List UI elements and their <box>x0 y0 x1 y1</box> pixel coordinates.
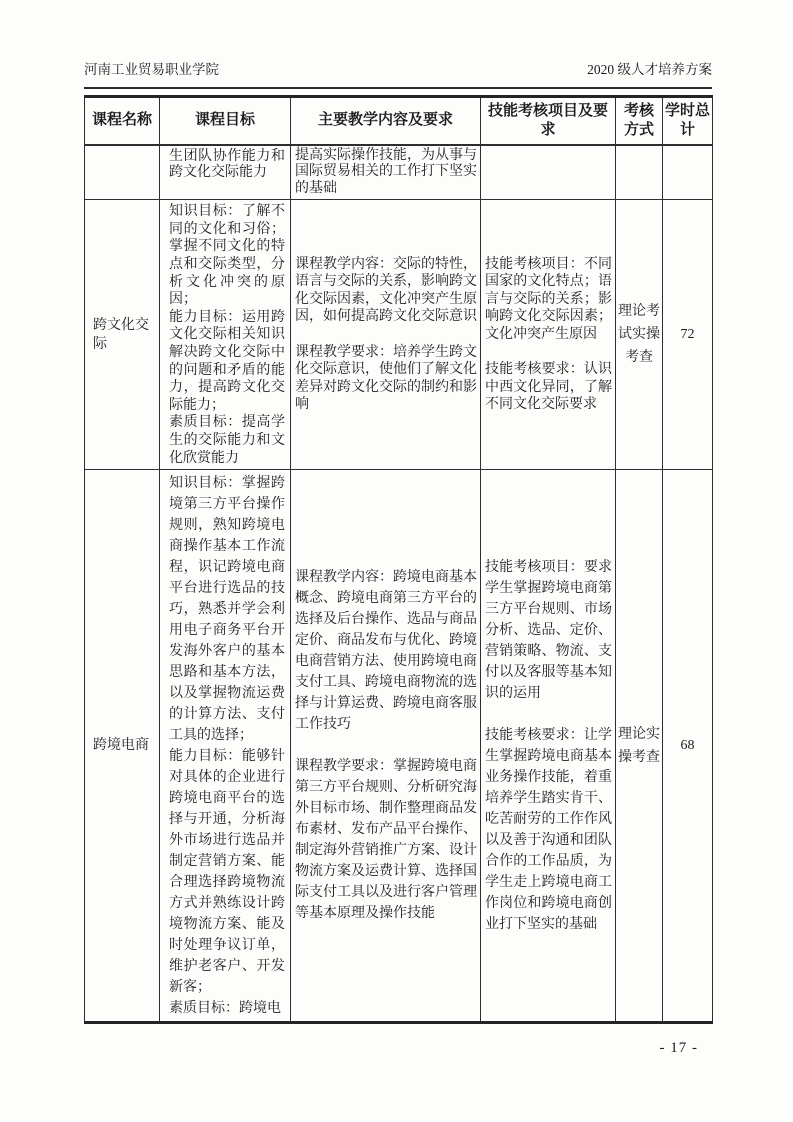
assessment-cell <box>481 145 616 200</box>
course-name-cell: 跨文化交际 <box>85 200 160 470</box>
table-row-continuation <box>85 145 713 200</box>
content-paragraph: 课程教学要求：掌握跨境电商第三方平台规则、分析研究海外目标市场、制作整理商品发布素材、发布产品平台操作、制定海外营销推广方案、设计物流方案及运费计算、选择国际支付工具以及进行客户管理等基本原理及操作技能 <box>295 759 477 922</box>
course-name-cell: 跨境电商 <box>85 470 160 1023</box>
hours-cell <box>663 145 713 200</box>
objective-paragraph: 素质目标：提高学生的交际能力和文化欣赏能力 <box>169 415 285 466</box>
assessment-cell <box>481 200 616 470</box>
header-plan-title: 2020 级人才培养方案 <box>587 62 712 77</box>
course-table <box>84 95 713 1024</box>
teaching-content-cell <box>291 200 481 470</box>
objectives-cell <box>160 200 291 470</box>
content-paragraph: 课程教学内容：交际的特性，语言与交际的关系，影响跨文化交际因素，文化冲突产生原因，如何提高跨文化交际意识 <box>295 256 477 325</box>
objective-paragraph: 能力目标：运用跨文化交际相关知识解决跨文化交际中的问题和矛盾的能力，提高跨文化交际能力； <box>169 309 285 413</box>
objective-paragraph: 知识目标：了解不同的文化和习俗；掌握不同文化的特点和交际类型，分析文化冲突的原因； <box>169 204 285 308</box>
assessment-paragraph: 技能考核项目：不同国家的文化特点；语言与交际的关系；影响跨文化交际因素；文化冲突产生原因 <box>485 256 612 342</box>
objective-paragraph: 生团队协作能力和跨文化交际能力 <box>169 148 285 181</box>
objective-paragraph: 素质目标：跨境电 <box>169 1001 281 1017</box>
table-header-row <box>85 97 713 145</box>
column-header-content: 主要教学内容及要求 <box>291 97 481 145</box>
column-header-hours: 学时总计 <box>663 97 713 145</box>
page-number: - 17 - <box>659 1040 698 1057</box>
content-paragraph: 课程教学要求：培养学生跨文化交际意识，使他们了解文化差异对跨文化交际的制约和影响 <box>295 344 477 413</box>
header-school-name: 河南工业贸易职业学院 <box>84 62 219 77</box>
objective-paragraph: 知识目标：掌握跨境第三方平台操作规则，熟知跨境电商操作基本工作流程，识记跨境电商平台进行选品的技巧，熟悉并学会利用电子商务平台开发海外客户的基本思路和基本方法，以及掌握物流运费的计算方法、支付工具的选择； <box>169 476 285 744</box>
method-cell: 理论实操考查 <box>616 470 663 1023</box>
page-footer <box>84 1040 712 1057</box>
assessment-paragraph: 技能考核要求：认识中西文化异同，了解不同文化交际要求 <box>485 362 612 413</box>
objectives-cell <box>160 470 291 1023</box>
header-rule <box>84 87 712 89</box>
method-cell <box>616 145 663 200</box>
objective-paragraph: 能力目标：能够针对具体的企业进行跨境电商平台的选择与开通，分析海外市场进行选品并制定营销方案、能合理选择跨境物流方式并熟练设计跨境物流方案、能及时处理争议订单，维护老客户、开发新客； <box>169 749 285 996</box>
teaching-content-cell <box>291 145 481 200</box>
column-header-method: 考核方式 <box>616 97 663 145</box>
content-paragraph: 提高实际操作技能，为从事与国际贸易相关的工作打下坚实的基础 <box>295 147 477 196</box>
page-header <box>84 60 712 87</box>
table-row-cross-border-ecommerce <box>85 470 713 1023</box>
course-name-cell <box>85 145 160 200</box>
assessment-cell <box>481 470 616 1023</box>
method-cell: 理论考试实操考查 <box>616 200 663 470</box>
table-row-cross-cultural <box>85 200 713 470</box>
assessment-paragraph: 技能考核项目：要求学生掌握跨境电商第三方平台规则、市场分析、选品、定价、营销策略、物流、支付以及客服等基本知识的运用 <box>485 559 612 701</box>
content-paragraph: 课程教学内容：跨境电商基本概念、跨境电商第三方平台的选择及后台操作、选品与商品定价、商品发布与优化、跨境电商营销方法、使用跨境电商支付工具、跨境电商物流的选择与计算运费、跨境电商客服工作技巧 <box>295 570 477 733</box>
hours-cell: 72 <box>663 200 713 470</box>
objectives-cell <box>160 145 291 200</box>
teaching-content-cell <box>291 470 481 1023</box>
column-header-assessment: 技能考核项目及要求 <box>481 97 616 145</box>
hours-cell: 68 <box>663 470 713 1023</box>
column-header-course-name: 课程名称 <box>85 97 160 145</box>
column-header-objectives: 课程目标 <box>160 97 291 145</box>
assessment-paragraph: 技能考核要求：让学生掌握跨境电商基本业务操作技能，着重培养学生踏实肯干、吃苦耐劳的工作作风以及善于沟通和团队合作的工作品质，为学生走上跨境电商工作岗位和跨境电商创业打下坚实的基础 <box>485 727 612 932</box>
